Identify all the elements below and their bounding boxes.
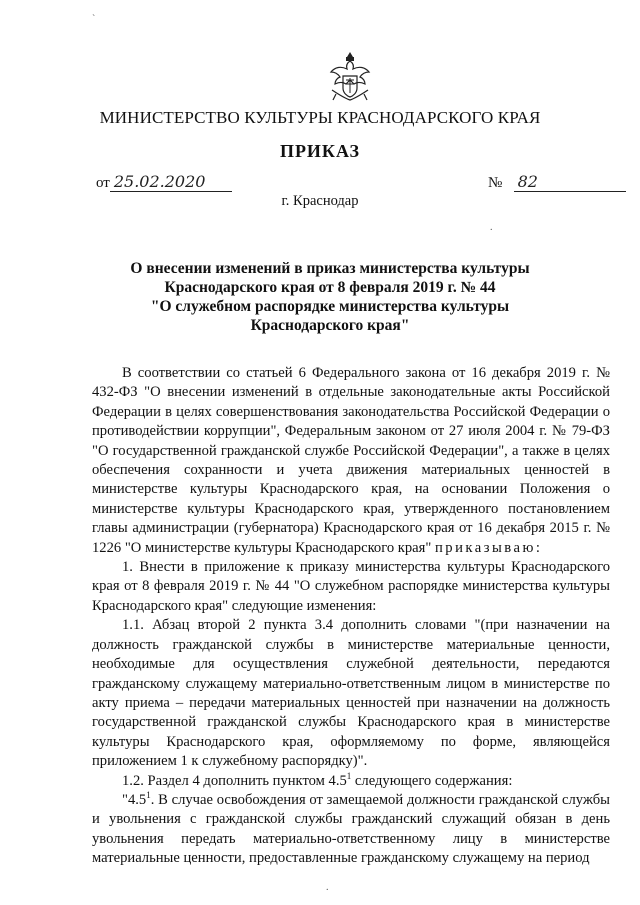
item-1-2-paragraph: 1.2. Раздел 4 дополнить пунктом $4.5^1$ следующего содержания: <box>122 770 513 789</box>
city-location: г. Краснодар <box>281 193 359 209</box>
order-number <box>488 174 626 192</box>
scan-speck: ` <box>92 14 96 25</box>
number-underline-field <box>514 174 626 192</box>
date-prefix: от <box>96 175 110 191</box>
subject-line: О внесении изменений в приказ министерства культуры <box>130 260 530 277</box>
document-type-title: ПРИКАЗ <box>279 141 361 161</box>
order-body <box>92 364 610 869</box>
preamble-paragraph: В соответствии со статьей 6 Федерального закона от 16 декабря 2019 г. № 432-ФЗ "О внесении изменений в отдельные законодательные акты Российской Федерации в целях совершенствования законодательства Российской Федерации о противодействии коррупции", Федеральным законом от 27 июля 2004 г. № 79-ФЗ "О государственной гражданской службе Российской Федерации", а также в целях обеспечения сохранности и учета движения материальных ценностей в министерстве культуры Краснодарского края, на основании Положения о министерстве культуры Краснодарского края, утвержденного постановлением главы администрации (губернатора) Краснодарского края от 16 декабря 2015 г. № 1226 "О министерстве культуры Краснодарского края" приказываю: <box>92 365 610 556</box>
scan-speck: . <box>326 882 329 893</box>
handwritten-number: 82 <box>517 172 538 191</box>
item-1-1-paragraph: 1.1. Абзац второй 2 пункта 3.4 дополнить словами "(при назначении на должность гражданской службы в министерстве материальные ценности, необходимые для осуществления служебной деятельности, передаются гражданскому служащему материально-ответственным лицом в министерстве по акту приема – передачи материальных ценностей при назначении на должность государственной гражданской службы Краснодарского края в министерстве культуры Краснодарского края, оформляемому по форме, являющейся приложением 1 к служебному распорядку)". <box>92 617 610 770</box>
coat-of-arms-emblem <box>326 50 374 104</box>
subject-line: Краснодарского края от 8 февраля 2019 г. № 44 <box>164 279 496 296</box>
subject-line: "О служебном распорядке министерства культуры <box>150 298 510 315</box>
item-1-paragraph: 1. Внести в приложение к приказу министерства культуры Краснодарского края от 8 февраля 2019 г. № 44 "О служебном распорядке министерства культуры Краснодарского края" следующие изменения: <box>92 559 610 614</box>
order-date <box>96 174 232 192</box>
order-keyword: приказываю: <box>434 539 543 556</box>
subject-line: Краснодарского края" <box>250 317 410 334</box>
order-subject-heading <box>110 259 550 335</box>
quoted-clause-paragraph: "$4.5^1$. В случае освобождения от замещаемой должности гражданской службы и увольнения с гражданской службы гражданский служащий обязан в день увольнения передать материально-ответственному лицу в министерстве материальные ценности, предоставленные гражданскому служащему на период <box>92 790 610 867</box>
handwritten-date: 25.02.2020 <box>113 172 206 191</box>
ministry-name: МИНИСТЕРСТВО КУЛЬТУРЫ КРАСНОДАРСКОГО КРАЯ <box>99 108 541 127</box>
scan-speck: . <box>490 222 493 233</box>
number-prefix: № <box>488 175 503 191</box>
date-underline-field <box>110 174 232 192</box>
